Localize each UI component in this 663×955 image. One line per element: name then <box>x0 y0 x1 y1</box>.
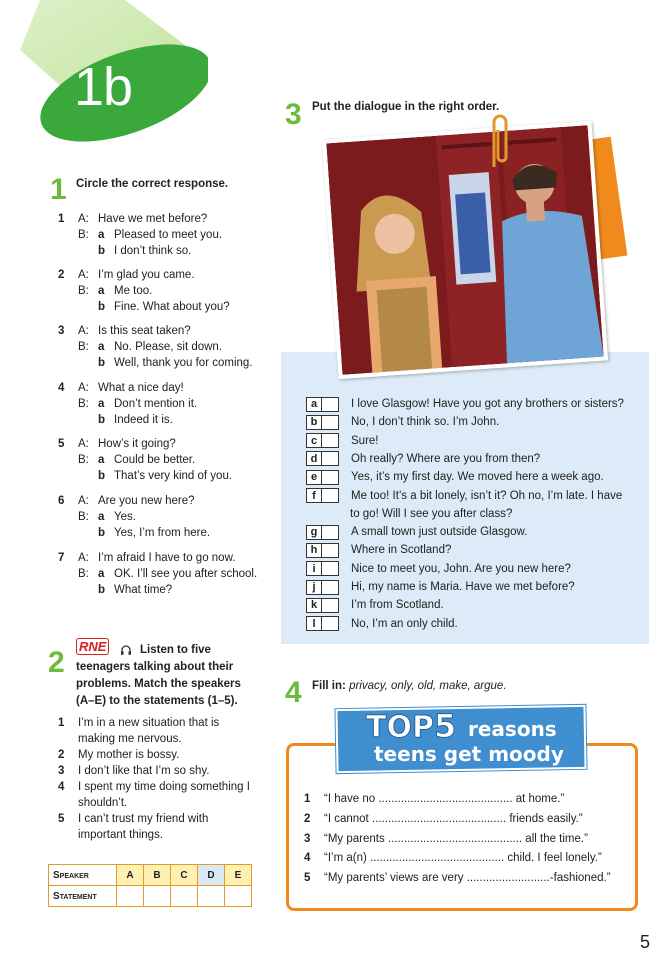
dialogue-order-box[interactable] <box>322 561 339 576</box>
speaker-b-label: B: <box>78 341 89 353</box>
exercise-2-instruction-line-3: problems. Match the speakers <box>76 678 241 690</box>
speaker-b: B <box>144 865 171 886</box>
dialogue-text: Yes, it’s my first day. We moved here a week ago. <box>351 471 604 484</box>
ex1-item-number: 3 <box>58 325 65 337</box>
dialogue-text-continued: to go! Will I see you after class? <box>350 507 513 520</box>
ex1-item-number: 7 <box>58 552 65 564</box>
option-b-label[interactable]: b <box>98 470 106 482</box>
fill-in-number: 5 <box>304 872 311 884</box>
dialogue-line <box>306 615 458 633</box>
speaker-a-label: A: <box>78 495 89 507</box>
speaker-b-label: B: <box>78 511 89 523</box>
rne-logo <box>76 638 112 654</box>
speaker-a-label: A: <box>78 382 89 394</box>
statement-number: 2 <box>58 749 65 761</box>
option-a-label[interactable]: a <box>98 229 105 241</box>
option-a-label[interactable]: a <box>98 341 105 353</box>
banner-reasons: reasons <box>468 717 557 741</box>
answer-cell-d[interactable] <box>198 886 225 907</box>
photo-teens-at-lockers <box>322 121 608 379</box>
speaker-row-label: Speaker <box>49 865 117 886</box>
dialogue-order-box[interactable] <box>322 470 339 485</box>
exercise-1-number: 1 <box>50 173 67 206</box>
exercise-4-number: 4 <box>285 676 302 709</box>
dialogue-letter-box: c <box>306 433 322 448</box>
dialogue-order-box[interactable] <box>322 525 339 540</box>
dialogue-letter-box: l <box>306 616 322 631</box>
dialogue-order-box[interactable] <box>322 488 339 503</box>
statement-row-label: Statement <box>49 886 117 907</box>
option-a-label[interactable]: a <box>98 568 105 580</box>
dialogue-letter-box: f <box>306 488 322 503</box>
fill-in-sentence[interactable]: “My parents’ views are very ..........................-fashioned.” <box>324 872 611 884</box>
statement-text: I can’t trust my friend with <box>78 813 209 825</box>
dialogue-line <box>306 432 379 450</box>
option-a-text[interactable]: Yes. <box>114 511 136 523</box>
ex1-item-number: 4 <box>58 382 65 394</box>
fill-in-number: 4 <box>304 852 311 864</box>
fill-in-number: 2 <box>304 813 311 825</box>
ex1-item-number: 6 <box>58 495 65 507</box>
exercise-1-instruction: Circle the correct response. <box>76 178 229 190</box>
top5-banner-title <box>366 707 456 745</box>
dialogue-line <box>306 578 575 596</box>
ex1-item-number: 2 <box>58 269 65 281</box>
dialogue-line <box>306 523 527 541</box>
option-b-text[interactable]: Well, thank you for coming. <box>114 357 253 369</box>
ex1-prompt: I’m glad you came. <box>98 269 195 281</box>
dialogue-order-box[interactable] <box>322 580 339 595</box>
dialogue-letter-box: i <box>306 561 322 576</box>
speaker-b-label: B: <box>78 398 89 410</box>
exercise-2-instruction-line-4: (A–E) to the statements (1–5). <box>76 695 238 707</box>
speaker-d: D <box>198 865 225 886</box>
dialogue-letter-box: b <box>306 415 322 430</box>
option-b-text[interactable]: Yes, I’m from here. <box>114 527 211 539</box>
ex1-prompt: I’m afraid I have to go now. <box>98 552 236 564</box>
dialogue-line <box>306 541 451 559</box>
fill-in-sentence[interactable]: “I have no .......................................... at home.” <box>324 793 565 805</box>
dialogue-line <box>306 487 622 505</box>
option-a-text[interactable]: No. Please, sit down. <box>114 341 223 353</box>
option-a-label[interactable]: a <box>98 454 105 466</box>
ex1-prompt: Have we met before? <box>98 213 208 225</box>
unit-badge <box>26 38 208 144</box>
dialogue-text: No, I’m an only child. <box>351 617 458 630</box>
dialogue-letter-box: k <box>306 598 322 613</box>
ex1-prompt: How’s it going? <box>98 438 176 450</box>
option-a-label[interactable]: a <box>98 398 105 410</box>
option-a-text[interactable]: OK. I’ll see you after school. <box>114 568 258 580</box>
dialogue-line <box>306 413 499 431</box>
speaker-b-label: B: <box>78 568 89 580</box>
speaker-a-label: A: <box>78 325 89 337</box>
option-b-label[interactable]: b <box>98 584 106 596</box>
exercise-2-instruction-line-1: Listen to five <box>140 644 211 656</box>
exercise-2-number: 2 <box>48 646 65 679</box>
dialogue-text: Oh really? Where are you from then? <box>351 452 541 465</box>
statement-text: making me nervous. <box>78 733 182 745</box>
dialogue-order-box[interactable] <box>322 415 339 430</box>
ex1-item-number: 5 <box>58 438 65 450</box>
dialogue-letter-box: h <box>306 543 322 558</box>
option-a-label[interactable]: a <box>98 511 105 523</box>
option-b-label[interactable]: b <box>98 357 106 369</box>
dialogue-text: Hi, my name is Maria. Have we met before? <box>351 581 575 593</box>
statement-number: 5 <box>58 813 65 825</box>
dialogue-text: No, I don’t think so. I’m John. <box>351 416 500 429</box>
exercise-4-instruction-label: Fill in: <box>312 680 346 692</box>
exercise-3-number: 3 <box>285 98 302 131</box>
speaker-a: A <box>117 865 144 886</box>
dialogue-text: I love Glasgow! Have you got any brothers or sisters? <box>351 398 624 410</box>
speaker-b-label: B: <box>78 454 89 466</box>
dialogue-letter-box: g <box>306 525 322 540</box>
banner-top: TOP <box>366 710 434 745</box>
statement-text: I’m in a new situation that is <box>78 717 220 729</box>
page-number: 5 <box>640 932 651 952</box>
option-b-text[interactable]: Fine. What about you? <box>114 301 230 313</box>
option-a-text[interactable]: Pleased to meet you. <box>114 229 223 241</box>
dialogue-order-box[interactable] <box>322 451 339 466</box>
exercise-4-instruction-words: privacy, only, old, make, argue. <box>349 680 507 692</box>
dialogue-letter-box: j <box>306 580 322 595</box>
ex1-item-number: 1 <box>58 213 65 225</box>
ex1-prompt: What a nice day! <box>98 382 184 394</box>
option-b-text[interactable]: Indeed it is. <box>114 414 173 426</box>
answer-cell-c[interactable] <box>171 886 198 907</box>
speaker-b-label: B: <box>78 229 89 241</box>
option-b-label[interactable]: b <box>98 414 106 426</box>
answer-cell-e[interactable] <box>225 886 252 907</box>
headphones-icon <box>120 643 132 655</box>
dialogue-text: Nice to meet you, John. Are you new here? <box>351 562 571 575</box>
exercise-4-instruction <box>312 680 507 692</box>
dialogue-line <box>306 395 624 413</box>
speaker-c: C <box>171 865 198 886</box>
fill-in-number: 1 <box>304 793 311 805</box>
dialogue-order-box[interactable] <box>322 543 339 558</box>
option-a-text[interactable]: Me too. <box>114 285 153 297</box>
speaker-a-label: A: <box>78 269 89 281</box>
dialogue-text: A small town just outside Glasgow. <box>351 526 528 539</box>
dialogue-text: Where in Scotland? <box>351 544 452 557</box>
banner-line-2: teens get moody <box>374 742 564 766</box>
option-a-label[interactable]: a <box>98 285 105 297</box>
fill-in-number: 3 <box>304 833 311 845</box>
speaker-b-label: B: <box>78 285 89 297</box>
exercise-2-instruction-line-2: teenagers talking about their <box>76 661 234 673</box>
dialogue-line <box>306 468 604 486</box>
statement-number: 3 <box>58 765 65 777</box>
option-b-label[interactable]: b <box>98 245 106 257</box>
speaker-a-label: A: <box>78 552 89 564</box>
option-b-text[interactable]: What time? <box>114 584 173 596</box>
answer-cell-b[interactable] <box>144 886 171 907</box>
option-a-text[interactable]: Don’t mention it. <box>114 398 198 410</box>
dialogue-order-box[interactable] <box>322 616 339 631</box>
dialogue-text: I’m from Scotland. <box>351 599 444 612</box>
ex1-prompt: Is this seat taken? <box>98 325 191 337</box>
dialogue-letter-box: d <box>306 451 322 466</box>
dialogue-letter-box: e <box>306 470 322 485</box>
statement-text: I spent my time doing something I <box>78 781 250 793</box>
answer-cell-a[interactable] <box>117 886 144 907</box>
fill-in-sentence[interactable]: “My parents .......................................... all the time.” <box>324 833 588 845</box>
statement-text: My mother is bossy. <box>78 749 180 761</box>
unit-label: 1b <box>74 57 133 117</box>
dialogue-order-box[interactable] <box>322 433 339 448</box>
ex1-prompt: Are you new here? <box>98 495 195 507</box>
statement-text: I don’t like that I’m so shy. <box>78 765 210 777</box>
option-b-text[interactable]: That’s very kind of you. <box>114 470 233 482</box>
paper-clip-icon <box>486 112 514 172</box>
statement-number: 1 <box>58 717 65 729</box>
dialogue-letter-box: a <box>306 397 322 412</box>
exercise-3-instruction: Put the dialogue in the right order. <box>312 101 500 113</box>
banner-number: 5 <box>433 707 457 745</box>
speaker-statement-table <box>48 864 252 907</box>
statement-number: 4 <box>58 781 65 793</box>
fill-in-sentence[interactable]: “I’m a(n) .......................................... child. I feel lonely.” <box>324 852 602 864</box>
dialogue-order-box[interactable] <box>322 598 339 613</box>
dialogue-line <box>306 560 571 578</box>
option-b-text[interactable]: I don’t think so. <box>114 245 192 257</box>
dialogue-text: Me too! It’s a bit lonely, isn’t it? Oh no, I’m late. I have <box>351 489 623 502</box>
speaker-a-label: A: <box>78 213 89 225</box>
dialogue-text: Sure! <box>351 434 379 447</box>
dialogue-order-box[interactable] <box>322 397 339 412</box>
fill-in-sentence[interactable]: “I cannot .......................................... friends easily.” <box>324 813 583 825</box>
dialogue-line <box>306 596 444 614</box>
option-b-label[interactable]: b <box>98 301 106 313</box>
statement-text: important things. <box>78 829 164 841</box>
dialogue-line <box>306 450 540 468</box>
option-b-label[interactable]: b <box>98 527 106 539</box>
statement-text: shouldn’t. <box>78 797 128 809</box>
speaker-a-label: A: <box>78 438 89 450</box>
rne-logo-text: RNE <box>76 638 109 655</box>
option-a-text[interactable]: Could be better. <box>114 454 196 466</box>
speaker-e: E <box>225 865 252 886</box>
